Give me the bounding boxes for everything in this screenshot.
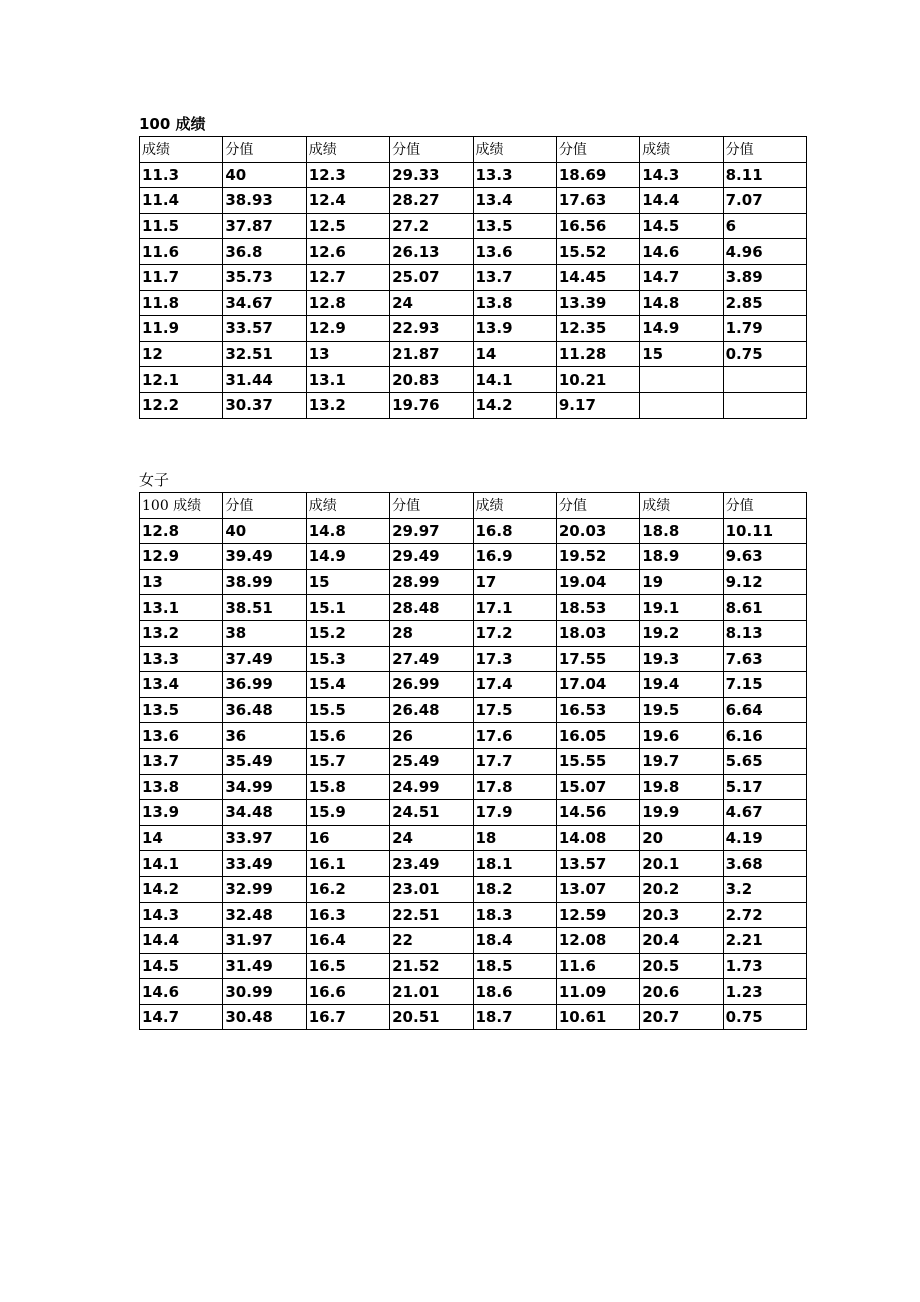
points-cell: 18.69 xyxy=(556,162,639,188)
score-cell: 20.7 xyxy=(640,1004,723,1030)
points-cell: 36.48 xyxy=(223,697,306,723)
table-header-cell: 分值 xyxy=(390,493,473,519)
score-cell: 19.6 xyxy=(640,723,723,749)
points-cell: 30.48 xyxy=(223,1004,306,1030)
points-cell: 9.63 xyxy=(723,544,806,570)
points-cell: 30.99 xyxy=(223,979,306,1005)
score-cell: 19.5 xyxy=(640,697,723,723)
points-cell: 18.53 xyxy=(556,595,639,621)
points-cell: 32.51 xyxy=(223,341,306,367)
points-cell: 5.65 xyxy=(723,748,806,774)
points-cell: 18.03 xyxy=(556,620,639,646)
points-cell: 24 xyxy=(390,825,473,851)
score-cell: 18.8 xyxy=(640,518,723,544)
female-score-table xyxy=(139,492,807,1030)
points-cell: 8.61 xyxy=(723,595,806,621)
table-header-cell: 分值 xyxy=(556,137,639,163)
points-cell: 21.87 xyxy=(390,341,473,367)
score-cell: 16.4 xyxy=(306,928,389,954)
score-cell: 14.3 xyxy=(640,162,723,188)
score-cell: 11.8 xyxy=(140,290,223,316)
points-cell: 9.12 xyxy=(723,569,806,595)
table-header-cell: 分值 xyxy=(723,137,806,163)
score-cell: 13 xyxy=(306,341,389,367)
score-cell: 13.7 xyxy=(140,748,223,774)
score-cell: 20.4 xyxy=(640,928,723,954)
table-row xyxy=(140,264,807,290)
points-cell: 2.72 xyxy=(723,902,806,928)
points-cell: 24.51 xyxy=(390,800,473,826)
points-cell: 14.08 xyxy=(556,825,639,851)
female-score-table-body xyxy=(140,493,807,1030)
points-cell: 9.17 xyxy=(556,392,639,418)
table-row xyxy=(140,290,807,316)
score-cell: 19 xyxy=(640,569,723,595)
score-cell: 13.4 xyxy=(473,188,556,214)
points-cell: 38.99 xyxy=(223,569,306,595)
score-cell: 11.3 xyxy=(140,162,223,188)
points-cell: 0.75 xyxy=(723,1004,806,1030)
points-cell: 32.48 xyxy=(223,902,306,928)
points-cell: 27.2 xyxy=(390,213,473,239)
score-cell: 13.6 xyxy=(140,723,223,749)
points-cell: 36.8 xyxy=(223,239,306,265)
score-cell: 15.7 xyxy=(306,748,389,774)
score-cell: 16.6 xyxy=(306,979,389,1005)
score-cell: 15.2 xyxy=(306,620,389,646)
table-row xyxy=(140,392,807,418)
points-cell: 38.93 xyxy=(223,188,306,214)
table-row xyxy=(140,979,807,1005)
points-cell: 7.63 xyxy=(723,646,806,672)
points-cell: 8.13 xyxy=(723,620,806,646)
points-cell: 34.67 xyxy=(223,290,306,316)
score-cell: 14.2 xyxy=(140,876,223,902)
points-cell: 2.85 xyxy=(723,290,806,316)
table-header-cell: 分值 xyxy=(556,493,639,519)
points-cell: 11.09 xyxy=(556,979,639,1005)
table-row xyxy=(140,162,807,188)
points-cell: 1.79 xyxy=(723,316,806,342)
points-cell: 22.93 xyxy=(390,316,473,342)
table-row xyxy=(140,953,807,979)
score-cell: 19.7 xyxy=(640,748,723,774)
table-row xyxy=(140,851,807,877)
table-row xyxy=(140,595,807,621)
points-cell: 0.75 xyxy=(723,341,806,367)
table-row xyxy=(140,825,807,851)
points-cell: 15.52 xyxy=(556,239,639,265)
points-cell: 1.23 xyxy=(723,979,806,1005)
score-cell: 17.4 xyxy=(473,672,556,698)
table-row xyxy=(140,341,807,367)
score-cell: 13.5 xyxy=(140,697,223,723)
points-cell: 12.59 xyxy=(556,902,639,928)
points-cell: 8.11 xyxy=(723,162,806,188)
points-cell: 10.11 xyxy=(723,518,806,544)
score-cell: 14.8 xyxy=(306,518,389,544)
points-cell: 38.51 xyxy=(223,595,306,621)
points-cell: 5.17 xyxy=(723,774,806,800)
points-cell: 6 xyxy=(723,213,806,239)
score-cell: 20 xyxy=(640,825,723,851)
score-cell: 14.7 xyxy=(140,1004,223,1030)
score-cell: 15.5 xyxy=(306,697,389,723)
table-header-cell: 成绩 xyxy=(306,137,389,163)
points-cell: 31.97 xyxy=(223,928,306,954)
table-row xyxy=(140,544,807,570)
points-cell: 15.07 xyxy=(556,774,639,800)
score-cell: 16.9 xyxy=(473,544,556,570)
table-header-cell: 100 成绩 xyxy=(140,493,223,519)
table-row xyxy=(140,902,807,928)
score-cell: 14.9 xyxy=(306,544,389,570)
points-cell: 24 xyxy=(390,290,473,316)
points-cell: 26 xyxy=(390,723,473,749)
score-cell: 15.4 xyxy=(306,672,389,698)
points-cell: 17.55 xyxy=(556,646,639,672)
score-cell: 20.1 xyxy=(640,851,723,877)
score-cell: 13.9 xyxy=(473,316,556,342)
score-cell xyxy=(640,392,723,418)
table-header-row xyxy=(140,493,807,519)
points-cell: 13.07 xyxy=(556,876,639,902)
table-row xyxy=(140,672,807,698)
score-cell: 12.9 xyxy=(140,544,223,570)
score-cell: 12 xyxy=(140,341,223,367)
table-row xyxy=(140,316,807,342)
score-cell: 14.1 xyxy=(473,367,556,393)
male-score-table xyxy=(139,136,807,419)
table-header-cell: 成绩 xyxy=(473,137,556,163)
points-cell: 29.33 xyxy=(390,162,473,188)
score-cell: 14.4 xyxy=(140,928,223,954)
score-cell: 14 xyxy=(140,825,223,851)
score-cell: 14.6 xyxy=(140,979,223,1005)
table-row xyxy=(140,1004,807,1030)
points-cell: 3.2 xyxy=(723,876,806,902)
score-cell: 12.9 xyxy=(306,316,389,342)
points-cell: 15.55 xyxy=(556,748,639,774)
points-cell: 28.27 xyxy=(390,188,473,214)
points-cell: 19.04 xyxy=(556,569,639,595)
table-header-cell: 分值 xyxy=(390,137,473,163)
points-cell: 13.57 xyxy=(556,851,639,877)
table-header-cell: 分值 xyxy=(723,493,806,519)
points-cell: 11.28 xyxy=(556,341,639,367)
score-cell: 20.6 xyxy=(640,979,723,1005)
table-row xyxy=(140,723,807,749)
score-cell: 20.5 xyxy=(640,953,723,979)
points-cell: 30.37 xyxy=(223,392,306,418)
points-cell: 22 xyxy=(390,928,473,954)
score-cell: 13.8 xyxy=(140,774,223,800)
points-cell: 4.96 xyxy=(723,239,806,265)
points-cell: 28.48 xyxy=(390,595,473,621)
points-cell: 29.49 xyxy=(390,544,473,570)
score-cell: 14.5 xyxy=(140,953,223,979)
points-cell: 37.87 xyxy=(223,213,306,239)
points-cell: 28.99 xyxy=(390,569,473,595)
male-table-title: 100 成绩 xyxy=(139,115,206,133)
points-cell: 25.07 xyxy=(390,264,473,290)
points-cell: 19.76 xyxy=(390,392,473,418)
score-cell: 13.8 xyxy=(473,290,556,316)
score-cell: 11.6 xyxy=(140,239,223,265)
score-cell: 16.2 xyxy=(306,876,389,902)
points-cell: 11.6 xyxy=(556,953,639,979)
points-cell: 17.04 xyxy=(556,672,639,698)
table-header-cell: 成绩 xyxy=(640,493,723,519)
points-cell: 35.73 xyxy=(223,264,306,290)
points-cell: 23.49 xyxy=(390,851,473,877)
score-cell: 18.4 xyxy=(473,928,556,954)
score-cell: 19.3 xyxy=(640,646,723,672)
points-cell: 40 xyxy=(223,162,306,188)
points-cell: 32.99 xyxy=(223,876,306,902)
points-cell: 27.49 xyxy=(390,646,473,672)
table-row xyxy=(140,188,807,214)
score-cell: 13.3 xyxy=(473,162,556,188)
score-cell: 18.6 xyxy=(473,979,556,1005)
score-cell: 13.7 xyxy=(473,264,556,290)
female-table-title: 女子 xyxy=(139,471,170,489)
score-cell: 20.2 xyxy=(640,876,723,902)
score-cell: 17.5 xyxy=(473,697,556,723)
points-cell: 34.99 xyxy=(223,774,306,800)
table-header-cell: 分值 xyxy=(223,137,306,163)
points-cell: 7.07 xyxy=(723,188,806,214)
points-cell: 20.03 xyxy=(556,518,639,544)
score-cell: 18.5 xyxy=(473,953,556,979)
table-header-cell: 成绩 xyxy=(473,493,556,519)
points-cell: 16.56 xyxy=(556,213,639,239)
points-cell: 16.05 xyxy=(556,723,639,749)
score-cell: 19.1 xyxy=(640,595,723,621)
score-cell: 16.8 xyxy=(473,518,556,544)
score-cell: 15.8 xyxy=(306,774,389,800)
points-cell: 24.99 xyxy=(390,774,473,800)
points-cell: 6.16 xyxy=(723,723,806,749)
points-cell: 10.61 xyxy=(556,1004,639,1030)
points-cell: 12.08 xyxy=(556,928,639,954)
points-cell: 1.73 xyxy=(723,953,806,979)
points-cell: 39.49 xyxy=(223,544,306,570)
score-cell: 16.3 xyxy=(306,902,389,928)
score-cell: 14.5 xyxy=(640,213,723,239)
score-cell: 12.8 xyxy=(140,518,223,544)
points-cell: 21.01 xyxy=(390,979,473,1005)
score-cell: 16.5 xyxy=(306,953,389,979)
table-header-cell: 成绩 xyxy=(640,137,723,163)
points-cell: 35.49 xyxy=(223,748,306,774)
score-cell: 15 xyxy=(640,341,723,367)
points-cell: 4.67 xyxy=(723,800,806,826)
score-cell: 18.1 xyxy=(473,851,556,877)
points-cell: 10.21 xyxy=(556,367,639,393)
points-cell: 6.64 xyxy=(723,697,806,723)
score-cell: 12.2 xyxy=(140,392,223,418)
points-cell: 31.49 xyxy=(223,953,306,979)
score-cell: 13 xyxy=(140,569,223,595)
points-cell: 3.89 xyxy=(723,264,806,290)
points-cell: 40 xyxy=(223,518,306,544)
points-cell: 17.63 xyxy=(556,188,639,214)
points-cell xyxy=(723,367,806,393)
score-cell: 17 xyxy=(473,569,556,595)
score-cell: 13.1 xyxy=(306,367,389,393)
score-cell: 17.6 xyxy=(473,723,556,749)
score-cell: 15.9 xyxy=(306,800,389,826)
table-row xyxy=(140,800,807,826)
score-cell: 13.2 xyxy=(306,392,389,418)
score-cell: 15.1 xyxy=(306,595,389,621)
points-cell: 26.48 xyxy=(390,697,473,723)
score-cell: 11.5 xyxy=(140,213,223,239)
table-header-cell: 成绩 xyxy=(306,493,389,519)
score-cell: 17.1 xyxy=(473,595,556,621)
score-cell: 18.2 xyxy=(473,876,556,902)
table-header-cell: 分值 xyxy=(223,493,306,519)
table-row xyxy=(140,620,807,646)
score-cell: 18.9 xyxy=(640,544,723,570)
score-cell: 14.7 xyxy=(640,264,723,290)
points-cell: 19.52 xyxy=(556,544,639,570)
table-row xyxy=(140,774,807,800)
points-cell: 23.01 xyxy=(390,876,473,902)
points-cell: 20.51 xyxy=(390,1004,473,1030)
score-cell: 17.3 xyxy=(473,646,556,672)
points-cell: 31.44 xyxy=(223,367,306,393)
score-cell: 17.8 xyxy=(473,774,556,800)
points-cell: 14.45 xyxy=(556,264,639,290)
points-cell: 38 xyxy=(223,620,306,646)
points-cell: 25.49 xyxy=(390,748,473,774)
points-cell: 4.19 xyxy=(723,825,806,851)
score-cell: 17.7 xyxy=(473,748,556,774)
score-cell: 16.7 xyxy=(306,1004,389,1030)
score-cell: 13.4 xyxy=(140,672,223,698)
points-cell xyxy=(723,392,806,418)
table-row xyxy=(140,239,807,265)
score-cell: 16.1 xyxy=(306,851,389,877)
score-cell: 13.9 xyxy=(140,800,223,826)
points-cell: 36 xyxy=(223,723,306,749)
score-cell: 17.2 xyxy=(473,620,556,646)
score-cell: 11.9 xyxy=(140,316,223,342)
score-cell: 19.8 xyxy=(640,774,723,800)
points-cell: 26.13 xyxy=(390,239,473,265)
score-cell: 18 xyxy=(473,825,556,851)
score-cell: 20.3 xyxy=(640,902,723,928)
points-cell: 2.21 xyxy=(723,928,806,954)
table-row xyxy=(140,367,807,393)
score-cell: 14 xyxy=(473,341,556,367)
score-cell: 12.8 xyxy=(306,290,389,316)
table-row xyxy=(140,213,807,239)
male-score-table-body xyxy=(140,137,807,419)
points-cell: 3.68 xyxy=(723,851,806,877)
table-row xyxy=(140,697,807,723)
points-cell: 37.49 xyxy=(223,646,306,672)
score-cell: 12.7 xyxy=(306,264,389,290)
score-cell: 14.9 xyxy=(640,316,723,342)
score-cell: 11.7 xyxy=(140,264,223,290)
score-cell: 17.9 xyxy=(473,800,556,826)
score-cell: 14.3 xyxy=(140,902,223,928)
table-row xyxy=(140,646,807,672)
table-header-row xyxy=(140,137,807,163)
score-cell: 14.4 xyxy=(640,188,723,214)
points-cell: 13.39 xyxy=(556,290,639,316)
score-cell: 12.4 xyxy=(306,188,389,214)
score-cell: 13.1 xyxy=(140,595,223,621)
points-cell: 33.49 xyxy=(223,851,306,877)
table-row xyxy=(140,518,807,544)
points-cell: 29.97 xyxy=(390,518,473,544)
score-cell: 14.2 xyxy=(473,392,556,418)
points-cell: 7.15 xyxy=(723,672,806,698)
score-cell: 19.9 xyxy=(640,800,723,826)
points-cell: 33.97 xyxy=(223,825,306,851)
score-cell: 19.4 xyxy=(640,672,723,698)
score-cell: 14.8 xyxy=(640,290,723,316)
points-cell: 21.52 xyxy=(390,953,473,979)
table-row xyxy=(140,928,807,954)
table-row xyxy=(140,748,807,774)
points-cell: 22.51 xyxy=(390,902,473,928)
table-row xyxy=(140,569,807,595)
table-header-cell: 成绩 xyxy=(140,137,223,163)
points-cell: 20.83 xyxy=(390,367,473,393)
points-cell: 36.99 xyxy=(223,672,306,698)
score-cell: 15 xyxy=(306,569,389,595)
score-cell: 12.5 xyxy=(306,213,389,239)
score-cell: 12.6 xyxy=(306,239,389,265)
score-cell: 14.1 xyxy=(140,851,223,877)
table-row xyxy=(140,876,807,902)
score-cell: 13.2 xyxy=(140,620,223,646)
score-cell: 13.3 xyxy=(140,646,223,672)
score-cell: 13.6 xyxy=(473,239,556,265)
score-cell: 15.3 xyxy=(306,646,389,672)
score-cell: 11.4 xyxy=(140,188,223,214)
points-cell: 28 xyxy=(390,620,473,646)
score-cell: 18.7 xyxy=(473,1004,556,1030)
score-cell: 14.6 xyxy=(640,239,723,265)
score-cell: 16 xyxy=(306,825,389,851)
points-cell: 33.57 xyxy=(223,316,306,342)
score-cell: 15.6 xyxy=(306,723,389,749)
points-cell: 16.53 xyxy=(556,697,639,723)
points-cell: 26.99 xyxy=(390,672,473,698)
score-cell: 13.5 xyxy=(473,213,556,239)
points-cell: 14.56 xyxy=(556,800,639,826)
score-cell: 12.1 xyxy=(140,367,223,393)
score-cell: 19.2 xyxy=(640,620,723,646)
score-cell xyxy=(640,367,723,393)
score-cell: 18.3 xyxy=(473,902,556,928)
score-cell: 12.3 xyxy=(306,162,389,188)
points-cell: 34.48 xyxy=(223,800,306,826)
points-cell: 12.35 xyxy=(556,316,639,342)
